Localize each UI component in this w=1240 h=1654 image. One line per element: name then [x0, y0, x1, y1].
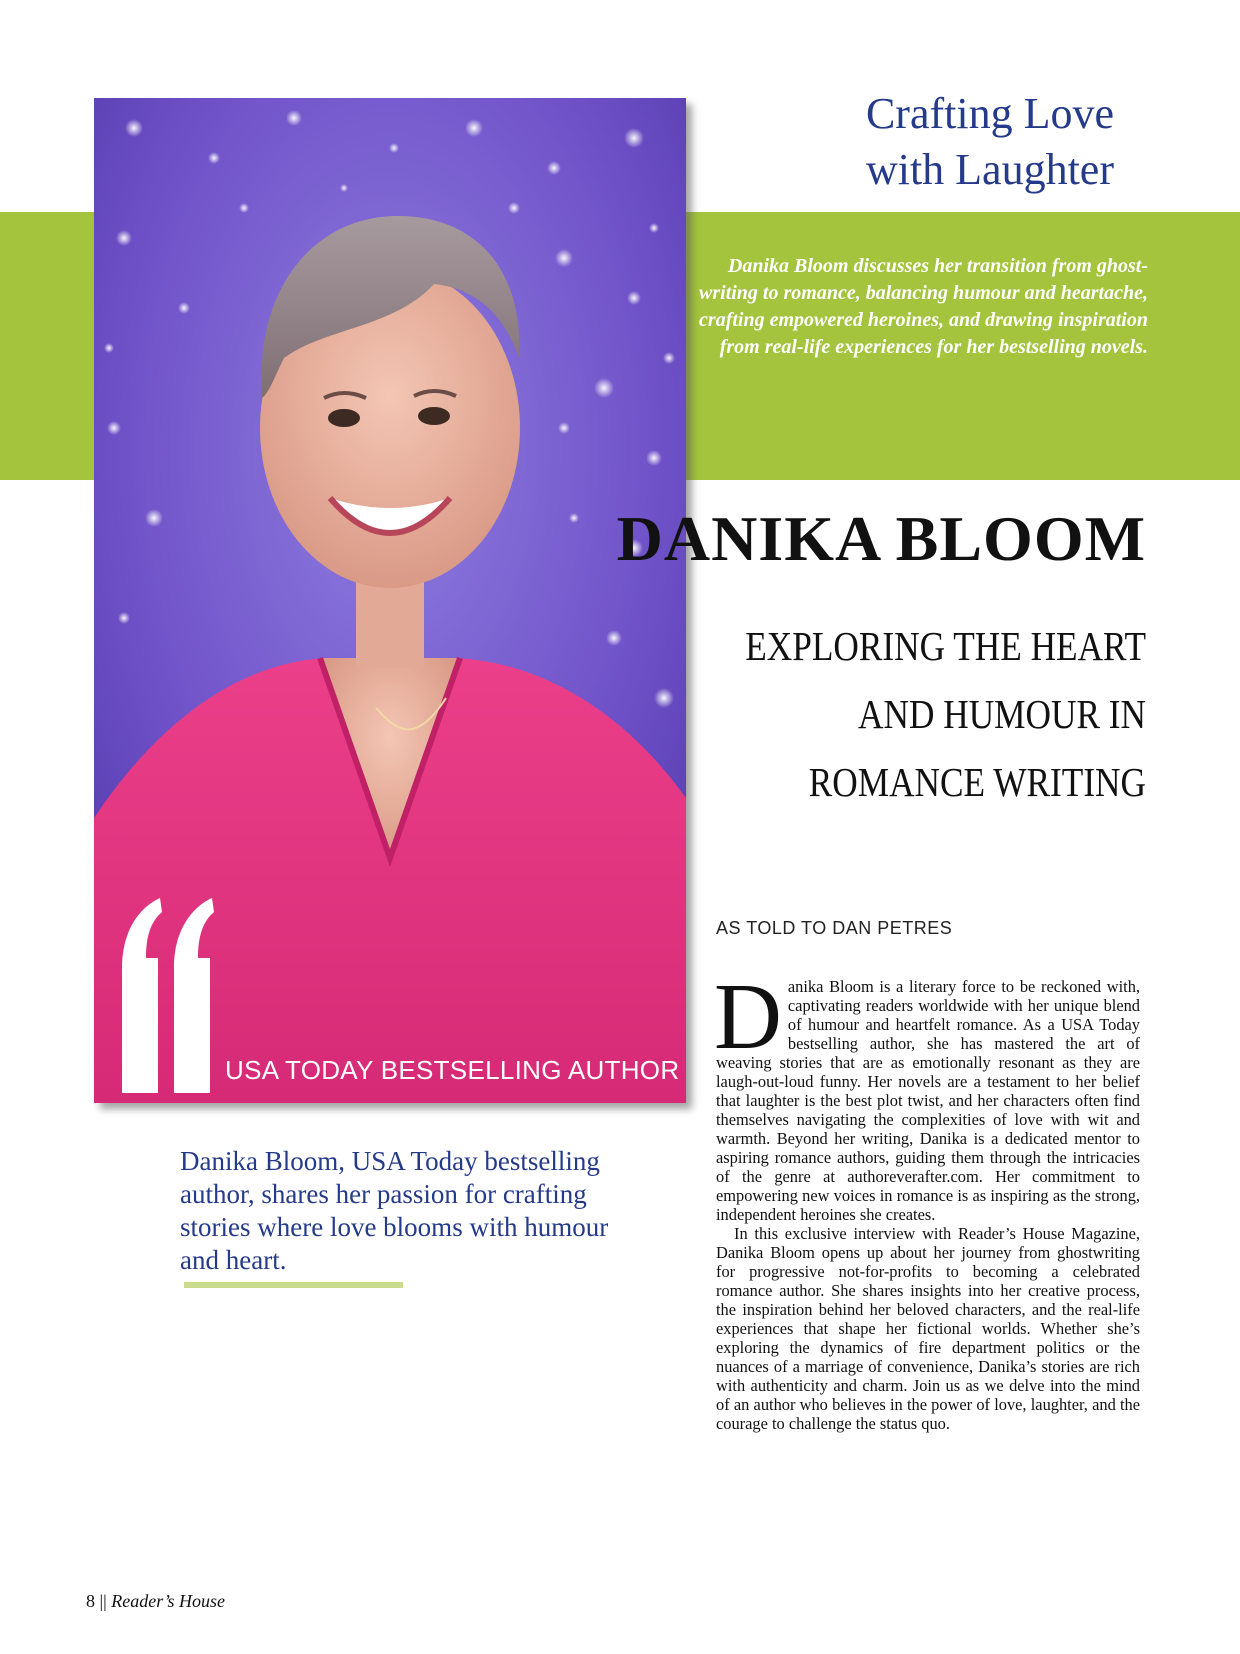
- body-paragraph-1: [714, 965, 1140, 1224]
- body-paragraph-2: In this exclusive interview with Reader’s House Magazine, Danika Bloom opens up about her journey from ghostwriting for progressive not-for-profits to becoming a celebrated romance author. She shares insights into her creative process, the inspiration behind her beloved characters, and the real-life experiences that shape her fictional worlds. Whether she’s exploring the dynamics of fire department politics or the nuances of a marriage of convenience, Danika’s stories are rich with authenticity and charm. Join us as we delve into the mind of an author who believes in the power of love, laughter, and the courage to challenge the status quo.: [716, 1224, 1140, 1433]
- quote-mark-icon: [112, 898, 220, 1093]
- pull-quote-rule: [184, 1282, 403, 1288]
- body-paragraph-1-text: anika Bloom is a literary force to be reckoned with, captivating readers worldwide with her unique blend of humour and heartfelt romance. As a USA Today bestselling author, she has mastered the art of weaving stories that are as emotionally resonant as they are laugh-out-loud funny. Her novels are a testament to her belief that laughter is the best plot twist, and her characters often find themselves navigating the complexities of love with wit and warmth. Beyond her writing, Danika is a dedicated mentor to aspiring romance authors, guiding them through the intricacies of the genre at authoreverafter.com. Her commitment to empowering new voices in romance is as inspiring as the strong, independent heroines she creates.: [716, 977, 1140, 1224]
- deck-text: Danika Bloom discusses her transition from ghost-writing to romance, balancing humour and heartache, crafting empowered heroines, and drawing inspiration from real-life experiences for her bestselling novels.: [699, 255, 1148, 358]
- publication-name: Reader’s House: [111, 1591, 226, 1611]
- article-subtitle: EXPLORING THE HEART AND HUMOUR IN ROMANCE WRITING: [745, 623, 1146, 805]
- page-number: 8 ||: [86, 1591, 107, 1611]
- article-title: DANIKA BLOOM: [616, 503, 1146, 574]
- photo-caption-label: USA TODAY BESTSELLING AUTHOR: [225, 1055, 680, 1085]
- pull-quote: Danika Bloom, USA Today bestselling author, shares her passion for crafting stories where love blooms with humour and heart.: [180, 1146, 609, 1275]
- headline-line-1: Crafting Love: [865, 89, 1114, 138]
- byline: AS TOLD TO DAN PETRES: [716, 918, 953, 938]
- page-footer: [86, 1591, 225, 1612]
- drop-cap: D: [714, 965, 782, 1069]
- article-body: [714, 965, 1140, 1433]
- headline-line-2: with Laughter: [865, 145, 1114, 194]
